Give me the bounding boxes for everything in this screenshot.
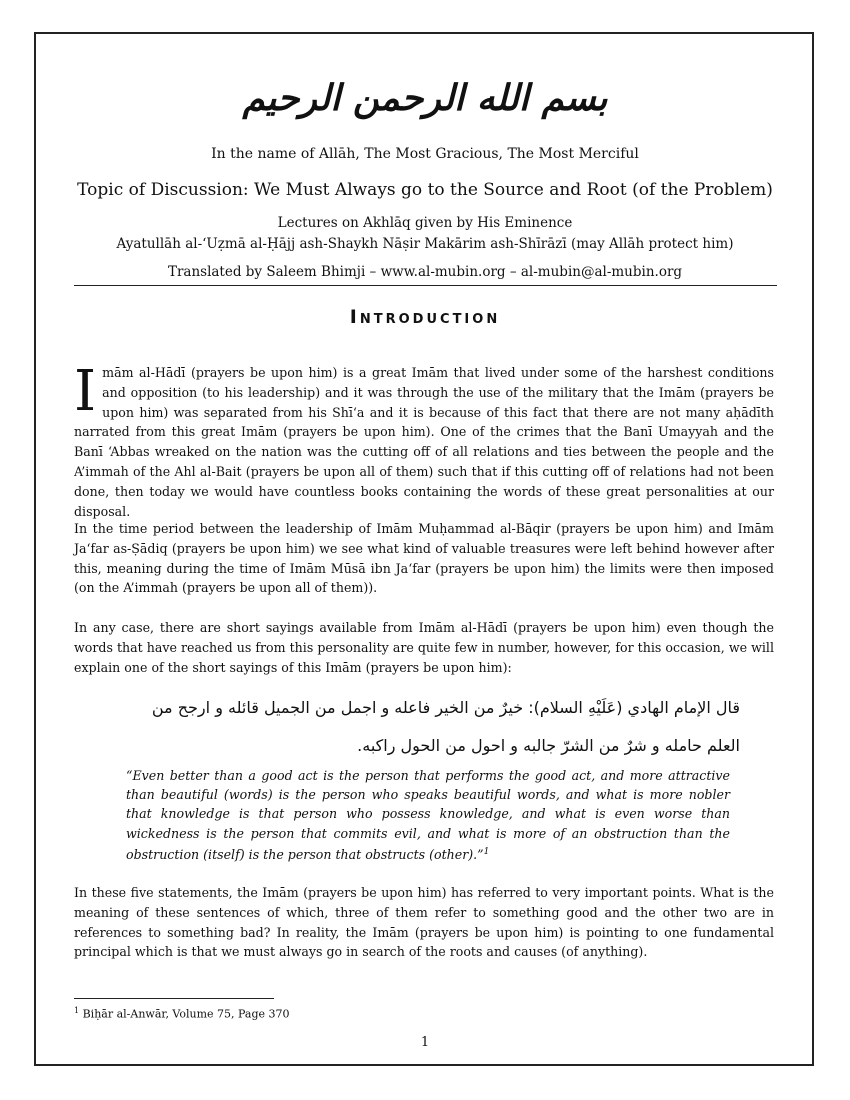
bismillah-translation: In the name of Allāh, The Most Gracious, The Most Merciful <box>211 146 639 162</box>
topic-title: Topic of Discussion: We Must Always go to the Source and Root (of the Problem) <box>77 180 773 200</box>
hadith-translation-quote <box>126 766 730 864</box>
page-number: 1 <box>420 1035 430 1050</box>
paragraph-2: In the time period between the leadership of Imām Muḥammad al-Bāqir (prayers be upon him) and Imām Ja‘far as-Ṣādiq (prayers be upon him) we see what kind of valuable treasures were left behind however after this, meaning during the time of Imām Mūsā ibn Ja‘far (prayers be upon him) the limits were then imposed (on the A’immah (prayers be upon all of them)). <box>74 521 774 596</box>
arabic-hadith-line-2: العلم حامله و شرٌ من الشرّ جالبه و احول من الحول راكبه. <box>357 736 740 755</box>
translator-line: Translated by Saleem Bhimji – www.al-mubin.org – al-mubin@al-mubin.org <box>167 264 683 280</box>
quote-text: “Even better than a good act is the person that performs the good act, and more attractive than beautiful (words) is the person who speaks beautiful words, and what is more nobler that knowledge is that person who possess knowledge, and what is even worse than wickedness is the person that commits evil, and what is more of an obstruction than the obstruction (itself) is the person that obstructs (other).” <box>126 768 730 862</box>
paragraph-3: In any case, there are short sayings available from Imām al-Hādī (prayers be upon him) even though the words that have reached us from this personality are quite few in number, however, for this occasion, we will explain one of the short sayings of this Imām (prayers be upon him): <box>74 620 774 675</box>
paragraph-4: In these five statements, the Imām (prayers be upon him) has referred to very important points. What is the meaning of these sentences of which, three of them refer to something good and the other two are in references to something bad? In reality, the Imām (prayers be upon him) is pointing to one fundamental principal which is that we must always go in search of the roots and causes (of anything). <box>74 885 774 960</box>
paragraph-1 <box>74 359 774 521</box>
footnote-number: 1 <box>74 1006 80 1015</box>
footnote-reference[interactable]: 1 <box>483 846 490 857</box>
section-title: Introduction <box>349 306 501 328</box>
lectures-line: Lectures on Akhlāq given by His Eminence <box>277 215 573 231</box>
paragraph-1-text: mām al-Hādī (prayers be upon him) is a great Imām that lived under some of the harshest conditions and opposition (to his leadership) and it was through the use of the military that the Imām (prayers be upon him) was separated from his Shī‘a and it is because of this fact that there are not many aḥādīth narrated from this great Imām (prayers be upon him). One of the crimes that the Banī Umayyah and the Banī ‘Abbas wreaked on the nation was the cutting off of all relations and ties between the people and the A’immah of the Ahl al-Bait (prayers be upon all of them) such that if this cutting off of relations had not been done, then today we would have countless books containing the words of these great personalities at our disposal. <box>74 365 774 519</box>
bismillah-calligraphy: بسم الله الرحمن الرحيم <box>242 78 608 119</box>
drop-cap: I <box>74 359 97 424</box>
header-divider <box>74 285 777 286</box>
footnote-text: Biḥār al-Anwār, Volume 75, Page 370 <box>82 1007 290 1021</box>
footnote <box>74 1006 290 1021</box>
footnote-divider <box>74 998 274 999</box>
arabic-hadith-line-1: قال الإمام الهادي (عَلَيْهِ السلام): خيرٌ من الخير فاعله و اجمل من الجميل قائله و ارجح من <box>151 698 740 717</box>
speaker-line: Ayatullāh al-‘Uẓmā al-Ḥājj ash-Shaykh Nāṣir Makārim ash-Shīrāzī (may Allāh protect him) <box>116 236 734 252</box>
